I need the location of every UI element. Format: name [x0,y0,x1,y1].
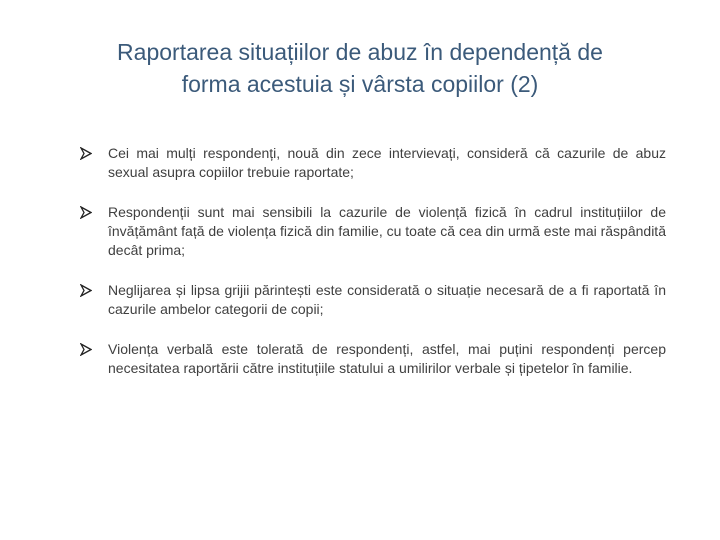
arrowhead-bullet-icon [80,340,96,359]
bullet-item-neglect [80,281,666,319]
bullet-list [80,144,666,378]
bullet-item-sexual-abuse [80,144,666,182]
bullet-text: Respondenții sunt mai sensibili la cazurile de violență fizică în cadrul instituțiilor de învățământ față de violența fizică din familie, cu toate că cea din urmă este mai răspândită decât prima; [108,204,666,258]
slide-title [20,36,700,100]
bullet-text: Cei mai mulți respondenți, nouă din zece intervievați, consideră că cazurile de abuz sexual asupra copiilor trebuie raportate; [108,145,666,180]
arrowhead-bullet-icon [80,281,96,300]
slide-title-line-2: forma acestuia și vârsta copiilor (2) [181,71,539,97]
bullet-text: Violența verbală este tolerată de respondenți, astfel, mai puțini respondenți percep necesitatea raportării către instituțiile statului a umilirilor verbale și țipetelor în familie. [108,341,666,376]
bullet-item-verbal-violence [80,340,666,378]
bullet-text: Neglijarea și lipsa grijii părintești este considerată o situație necesară de a fi raportată în cazurile ambelor categorii de copii; [108,282,666,317]
arrowhead-bullet-icon [80,144,96,163]
slide-title-line-1: Raportarea situațiilor de abuz în dependență de [117,39,603,65]
bullet-item-physical-violence [80,203,666,260]
arrowhead-bullet-icon [80,203,96,222]
